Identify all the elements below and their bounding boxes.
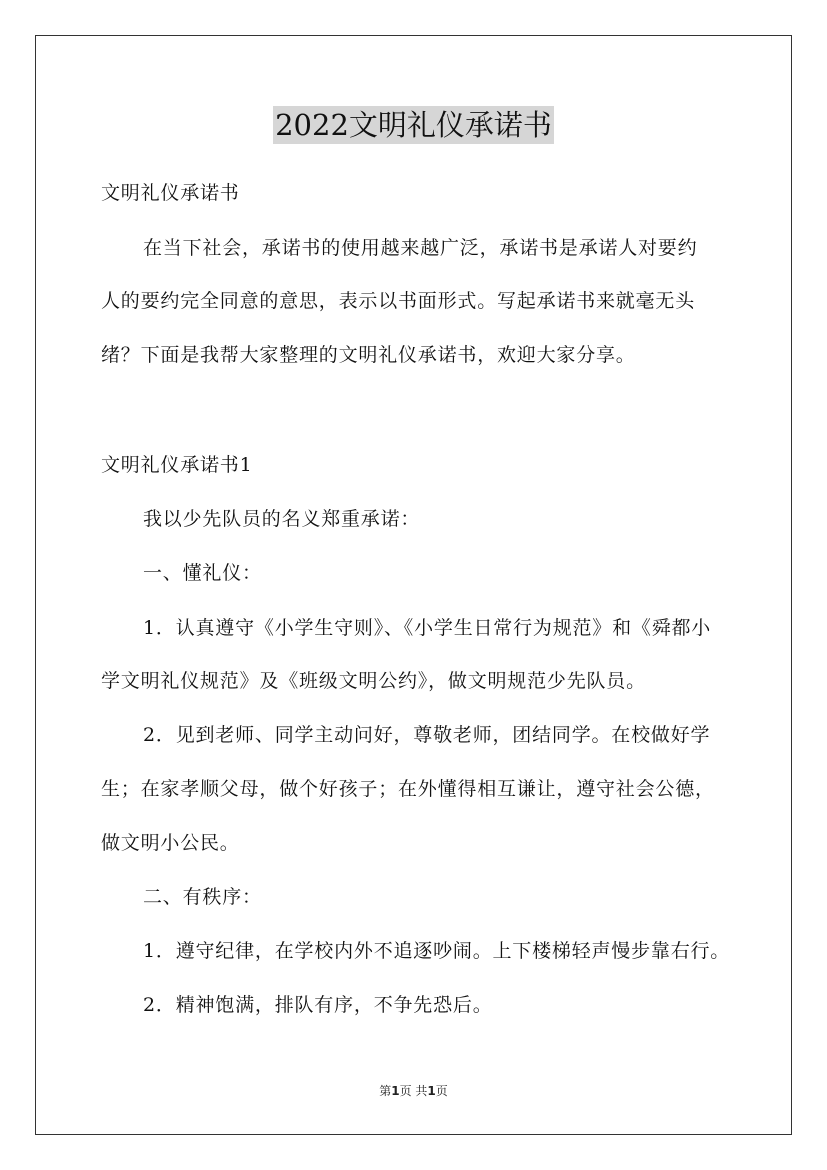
footer-page-mid: 页 共 [399, 1084, 428, 1098]
item-1-2-line-3: 做文明小公民。 [101, 832, 240, 854]
document-title [0, 105, 827, 144]
part-1-heading: 一、懂礼仪： [143, 562, 262, 584]
intro-line-1: 在当下社会，承诺书的使用越来越广泛，承诺书是承诺人对要约 [143, 237, 698, 259]
page-footer [0, 1083, 827, 1099]
footer-page-current: 1 [391, 1084, 400, 1098]
item-1-2-line-1: 2．见到老师、同学主动问好，尊敬老师，团结同学。在校做好学 [143, 724, 711, 746]
item-2-1: 1．遵守纪律，在学校内外不追逐吵闹。上下楼梯轻声慢步靠右行。 [143, 940, 731, 962]
section-1-heading: 文明礼仪承诺书1 [101, 454, 253, 476]
item-1-1-line-1: 1．认真遵守《小学生守则》、《小学生日常行为规范》和《舜都小 [143, 617, 712, 639]
footer-page-suffix: 页 [435, 1084, 448, 1098]
item-1-2-line-2: 生；在家孝顺父母，做个好孩子；在外懂得相互谦让，遵守社会公德， [101, 778, 715, 800]
pledge-opening: 我以少先队员的名义郑重承诺： [143, 508, 421, 530]
item-1-1-line-2: 学文明礼仪规范》及《班级文明公约》，做文明规范少先队员。 [101, 670, 646, 692]
footer-page-total: 1 [427, 1084, 436, 1098]
item-2-2: 2．精神饱满，排队有序，不争先恐后。 [143, 994, 493, 1016]
document-subtitle: 文明礼仪承诺书 [101, 182, 240, 204]
part-2-heading: 二、有秩序： [143, 886, 262, 908]
intro-line-3: 绪？下面是我帮大家整理的文明礼仪承诺书，欢迎大家分享。 [101, 344, 636, 366]
footer-page-prefix: 第 [379, 1084, 392, 1098]
intro-line-2: 人的要约完全同意的意思，表示以书面形式。写起承诺书来就毫无头 [101, 290, 696, 312]
document-title-text: 2022文明礼仪承诺书 [275, 108, 552, 142]
